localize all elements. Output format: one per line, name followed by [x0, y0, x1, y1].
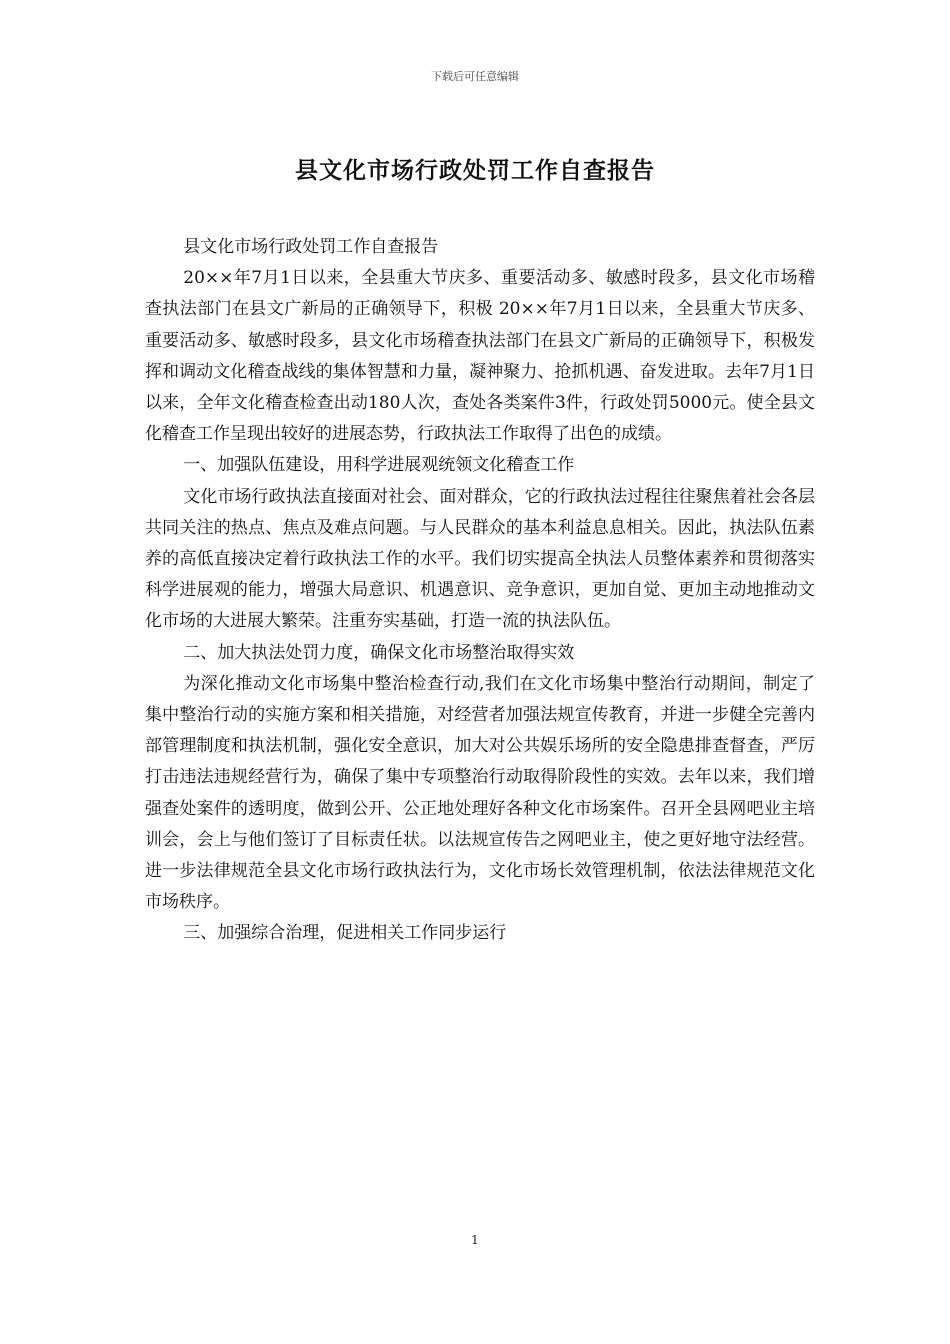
- paragraph-section-1: 文化市场行政执法直接面对社会、面对群众，它的行政执法过程往往聚焦着社会各层共同关注的热点、焦点及难点问题。与人民群众的基本利益息息相关。因此，执法队伍素养的高低直接决定着行政执法工作的水平。我们切实提高全执法人员整体素养和贯彻落实科学进展观的能力，增强大局意识、机遇意识、竞争意识，更加自觉、更加主动地推动文化市场的大进展大繁荣。注重夯实基础，打造一流的执法队伍。: [145, 486, 815, 632]
- section-heading-1: 一、加强队伍建设，用科学进展观统领文化稽查工作: [183, 455, 575, 476]
- section-heading-3: 三、加强综合治理，促进相关工作同步运行: [183, 923, 507, 944]
- paragraph-subtitle: 县文化市场行政处罚工作自查报告: [183, 237, 439, 257]
- header-note: 下载后可任意编辑: [431, 70, 519, 83]
- paragraph-section-2: 为深化推动文化市场集中整治检查行动,我们在文化市场集中整治行动期间，制定了集中整治行动的实施方案和相关措施，对经营者加强法规宣传教育，并进一步健全完善内部管理制度和执法机制，强化安全意识，加大对公共娱乐场所的安全隐患排查督查，严厉打击违法违规经营行为，确保了集中专项整治行动取得阶段性的实效。去年以来，我们增强查处案件的透明度，做到公开、公正地处理好各种文化市场案件。召开全县网吧业主培训会，会上与他们签订了目标责任状。以法规宣传告之网吧业主，使之更好地守法经营。进一步法律规范全县文化市场行政执法行为，文化市场长效管理机制，依法法律规范文化市场秩序。: [145, 673, 815, 913]
- paragraph-intro: 20××年7月1日以来，全县重大节庆多、重要活动多、敏感时段多，县文化市场稽查执法部门在县文广新局的正确领导下，积极 20××年7月1日以来，全县重大节庆多、重要活动多、敏感时段多，县文化市场稽查执法部门在县文广新局的正确领导下，积极发挥和调动文化稽查战线的集体智慧和力量，凝神聚力、抢抓机遇、奋发进取。去年7月1日以来，全年文化稽查检查出动180人次，查处各类案件3件，行政处罚5000元。使全县文化稽查工作呈现出较好的进展态势，行政执法工作取得了出色的成绩。: [145, 268, 815, 445]
- document-body: [145, 232, 815, 950]
- document-title: 县文化市场行政处罚工作自查报告: [295, 158, 655, 184]
- page-number: 1: [471, 1233, 479, 1247]
- section-heading-2: 二、加大执法处罚力度，确保文化市场整治取得实效: [183, 642, 575, 663]
